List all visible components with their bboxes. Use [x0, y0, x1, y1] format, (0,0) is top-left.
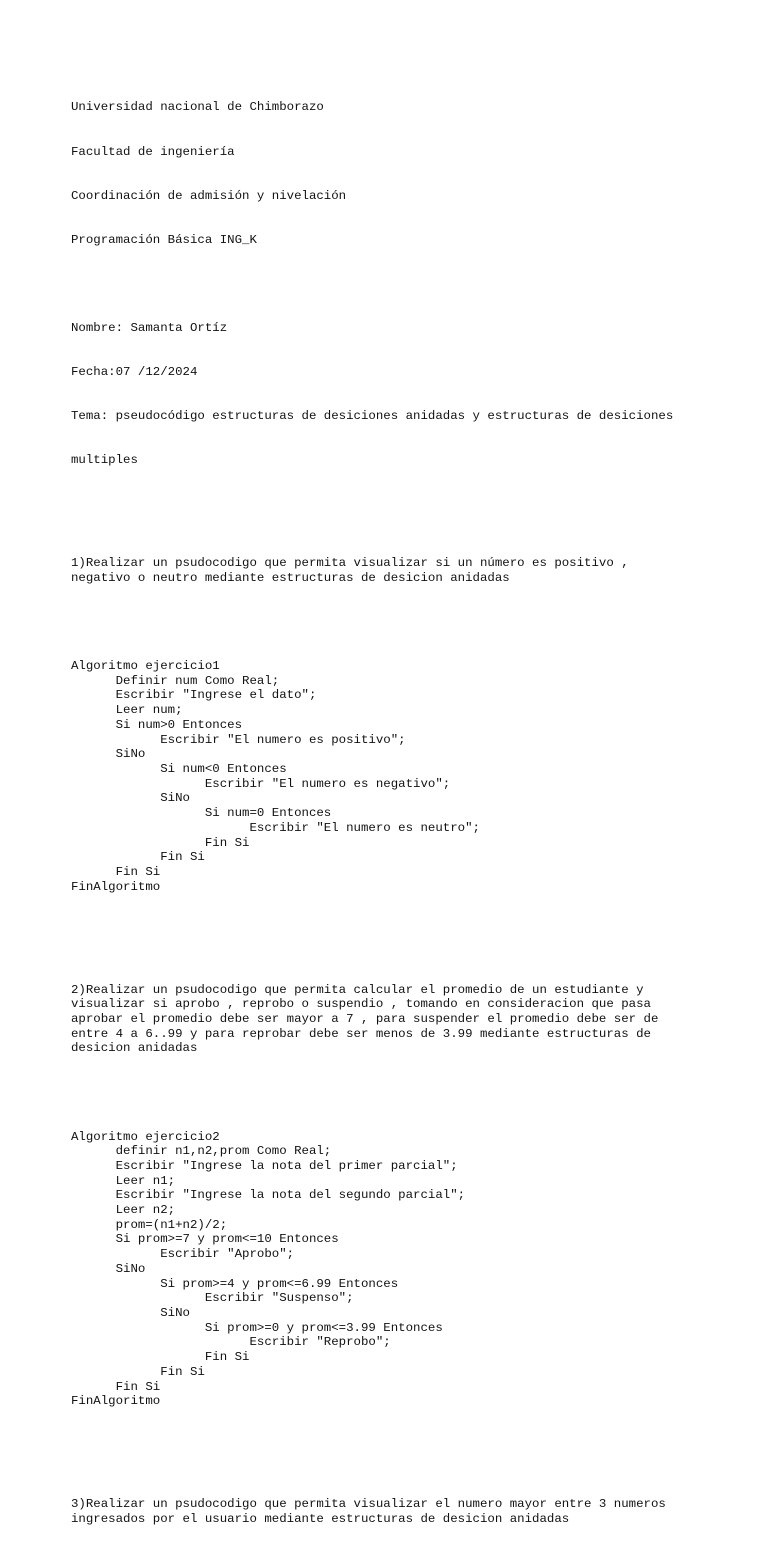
exercise-1-statement-line: 1)Realizar un psudocodigo que permita visualizar si un número es positivo , [71, 556, 629, 571]
exercise-2-code-line: Leer n1; [71, 1173, 176, 1188]
exercise-2-statement-line: 2)Realizar un psudocodigo que permita calcular el promedio de un estudiante y [71, 982, 644, 997]
exercise-2-code-line: prom=(n1+n2)/2; [71, 1217, 228, 1232]
blank-line [71, 615, 728, 630]
exercise-1-code-line: Escribir "El numero es negativo"; [71, 776, 451, 791]
topic-line-continued: multiples [71, 453, 138, 468]
exercise-3-statement [71, 1497, 728, 1526]
exercise-2-code-line: Escribir "Ingrese la nota del segundo parcial"; [71, 1188, 466, 1203]
exercise-2-code-line: Si prom>=7 y prom<=10 Entonces [71, 1232, 339, 1247]
exercise-2-code-line: Si prom>=4 y prom<=6.99 Entonces [71, 1276, 399, 1291]
exercise-2-code-line: Algoritmo ejercicio2 [71, 1129, 220, 1144]
exercise-2-statement-line: entre 4 a 6..99 y para reprobar debe ser menos de 3.99 mediante estructuras de [71, 1026, 651, 1041]
exercise-1-code-line: Leer num; [71, 703, 183, 718]
exercise-1-code-line: Si num<0 Entonces [71, 762, 287, 776]
university-line: Universidad nacional de Chimborazo [71, 100, 324, 115]
exercise-1-code-line: Si num>0 Entonces [71, 717, 243, 732]
exercise-1-code-line: Escribir "El numero es positivo"; [71, 732, 406, 747]
exercise-1-code-line: Algoritmo ejercicio1 [71, 659, 220, 674]
exercise-2-code-line: Fin Si [71, 1379, 161, 1394]
exercise-1-code-line: Escribir "Ingrese el dato"; [71, 688, 317, 703]
exercise-1-code [71, 659, 728, 894]
exercise-2-code-line: Leer n2; [71, 1203, 176, 1218]
exercise-1-code-line: FinAlgoritmo [71, 879, 161, 894]
exercise-3-statement-line: 3)Realizar un psudocodigo que permita visualizar el numero mayor entre 3 numeros [71, 1497, 666, 1512]
exercise-2-statement-line: visualizar si aprobo , reprobo o suspendio , tomando en consideracion que pasa [71, 997, 651, 1012]
exercise-2-code-line: SiNo [71, 1261, 146, 1276]
exercise-2-statement [71, 983, 728, 1057]
exercise-2-code-line: Escribir "Reprobo"; [71, 1335, 391, 1350]
exercise-1-code-line: Escribir "El numero es neutro"; [71, 820, 480, 835]
exercise-2-code-line: Escribir "Suspenso"; [71, 1291, 354, 1306]
faculty-line: Facultad de ingeniería [71, 144, 235, 159]
exercise-2-code-line: Fin Si [71, 1350, 250, 1365]
exercise-2-statement-line: desicion anidadas [71, 1041, 198, 1056]
exercise-2-code-line: Escribir "Aprobo"; [71, 1247, 295, 1262]
document-body [71, 71, 728, 1556]
blank-line [71, 1438, 728, 1453]
exercise-2-code-line: Fin Si [71, 1364, 205, 1379]
exercise-1-code-line: Fin Si [71, 864, 161, 879]
coordination-line: Coordinación de admisión y nivelación [71, 188, 347, 203]
date-line: Fecha:07 /12/2024 [71, 365, 198, 380]
exercise-1-statement [71, 556, 728, 585]
exercise-2-code-line: definir n1,n2,prom Como Real; [71, 1144, 332, 1159]
exercise-1-code-line: SiNo [71, 747, 146, 762]
exercise-1-statement-line: negativo o neutro mediante estructuras de desicion anidadas [71, 570, 510, 585]
exercise-2-code [71, 1130, 728, 1409]
blank-line [71, 1085, 728, 1100]
exercise-1-code-line: Fin Si [71, 850, 205, 865]
name-line: Nombre: Samanta Ortíz [71, 320, 228, 335]
exercise-2-code-line: Escribir "Ingrese la nota del primer parcial"; [71, 1158, 458, 1173]
blank-line [71, 277, 728, 292]
exercise-2-code-line: FinAlgoritmo [71, 1394, 161, 1409]
exercise-1-code-line: SiNo [71, 791, 190, 806]
course-line: Programación Básica ING_K [71, 232, 257, 247]
exercise-2-code-line: Si prom>=0 y prom<=3.99 Entonces [71, 1320, 443, 1335]
exercise-2-statement-line: aprobar el promedio debe ser mayor a 7 , para suspender el promedio debe ser de [71, 1011, 659, 1026]
blank-line [71, 497, 728, 512]
exercise-1-code-line: Fin Si [71, 835, 250, 850]
blank-line [71, 924, 728, 939]
exercise-3-statement-line: ingresados por el usuario mediante estructuras de desicion anidadas [71, 1511, 570, 1526]
exercise-2-code-line: SiNo [71, 1305, 190, 1320]
exercise-1-code-line: Definir num Como Real; [71, 673, 280, 688]
topic-line: Tema: pseudocódigo estructuras de desiciones anidadas y estructuras de desiciones [71, 409, 674, 424]
exercise-1-code-line: Si num=0 Entonces [71, 806, 332, 821]
